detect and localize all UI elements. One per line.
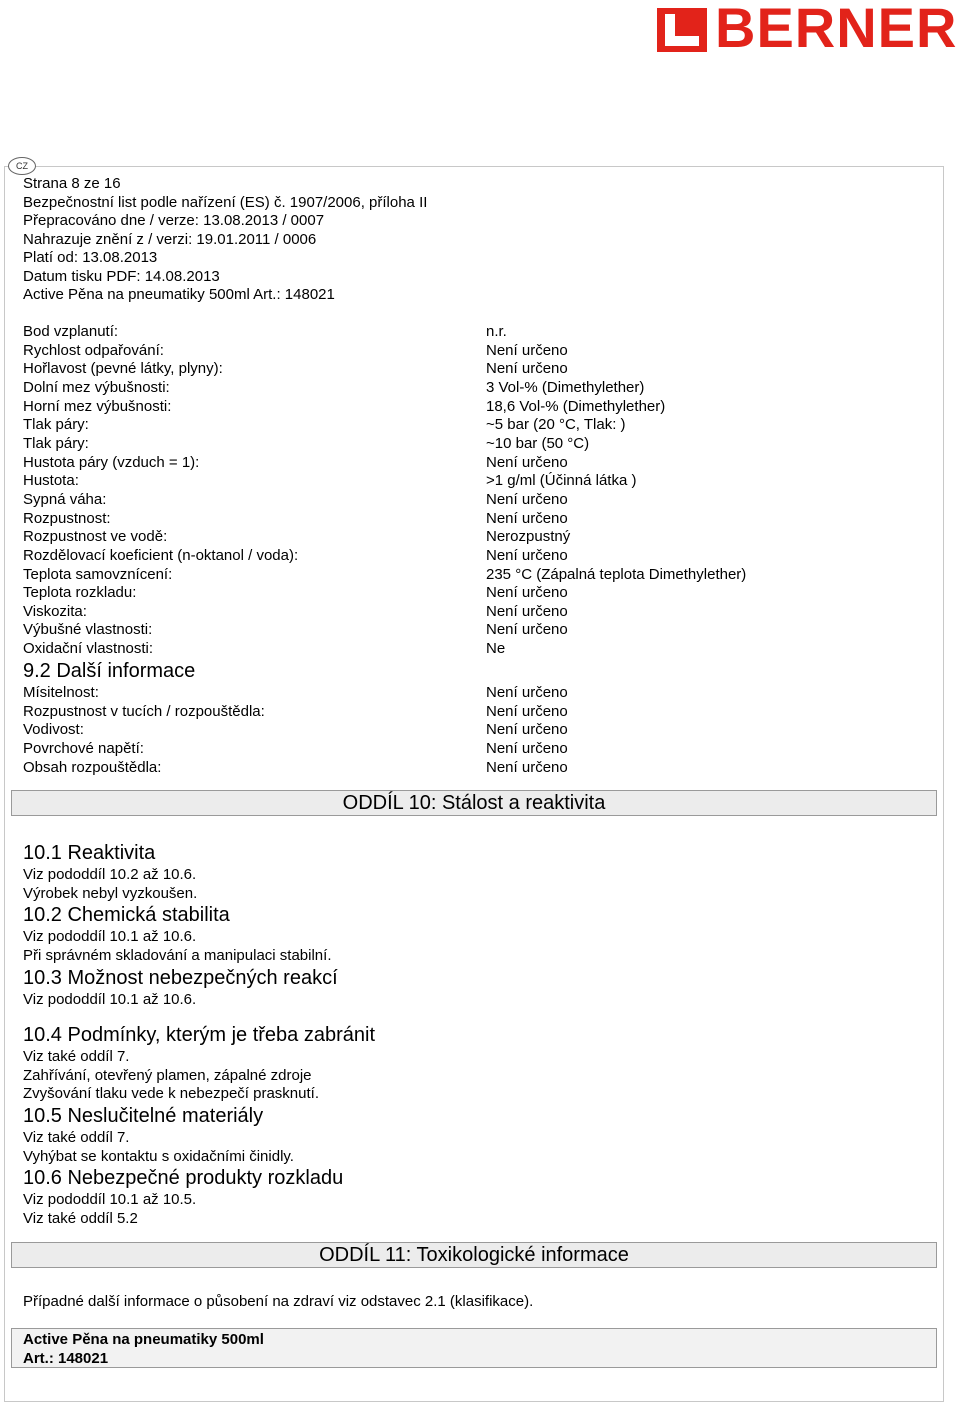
property-value: Není určeno xyxy=(486,721,568,738)
berner-logo-mark-icon xyxy=(657,8,707,52)
section-10-header xyxy=(11,790,937,816)
property-value: ~10 bar (50 °C) xyxy=(486,435,590,452)
property-label: Hořlavost (pevné látky, plyny): xyxy=(23,360,223,377)
property-label: Teplota samovznícení: xyxy=(23,566,173,583)
property-value: Není určeno xyxy=(486,684,568,701)
property-value: Není určeno xyxy=(486,342,568,359)
property-label: Horní mez výbušnosti: xyxy=(23,398,172,415)
property-label: Teplota rozkladu: xyxy=(23,584,137,601)
subsection-text: Výrobek nebyl vyzkoušen. xyxy=(23,885,198,902)
footer-product-name: Active Pěna na pneumatiky 500ml xyxy=(23,1331,264,1348)
subsection-text: Při správném skladování a manipulaci stabilní. xyxy=(23,947,332,964)
property-label: Rozdělovací koeficient (n-oktanol / voda): xyxy=(23,547,299,564)
property-label: Rozpustnost ve vodě: xyxy=(23,528,168,545)
section-9-2-title: 9.2 Další informace xyxy=(23,660,196,682)
subsection-text: Viz také oddíl 5.2 xyxy=(23,1210,138,1227)
property-value: 235 °C (Zápalná teplota Dimethylether) xyxy=(486,566,747,583)
header-regulation: Bezpečnostní list podle nařízení (ES) č. 1907/2006, příloha II xyxy=(23,194,428,211)
subsection-text: Zvyšování tlaku vede k nebezpečí prasknutí. xyxy=(23,1085,319,1102)
subsection-text: Viz také oddíl 7. xyxy=(23,1129,130,1146)
property-label: Oxidační vlastnosti: xyxy=(23,640,154,657)
property-value: n.r. xyxy=(486,323,507,340)
subsection-title: 10.6 Nebezpečné produkty rozkladu xyxy=(23,1167,344,1189)
subsection-text: Viz pododdíl 10.1 až 10.6. xyxy=(23,928,197,945)
subsection-title: 10.5 Neslučitelné materiály xyxy=(23,1105,264,1127)
brand-name: BERNER xyxy=(715,0,958,59)
property-label: Rozpustnost v tucích / rozpouštědla: xyxy=(23,703,265,720)
property-value: Není určeno xyxy=(486,703,568,720)
header-page: Strana 8 ze 16 xyxy=(23,175,121,192)
property-label: Rozpustnost: xyxy=(23,510,111,527)
property-label: Vodivost: xyxy=(23,721,84,738)
property-label: Obsah rozpouštědla: xyxy=(23,759,162,776)
footer-article-number: Art.: 148021 xyxy=(23,1350,109,1367)
subsection-text: Viz také oddíl 7. xyxy=(23,1048,130,1065)
property-value: Není určeno xyxy=(486,740,568,757)
property-value: Není určeno xyxy=(486,491,568,508)
property-label: Tlak páry: xyxy=(23,435,89,452)
header-product: Active Pěna na pneumatiky 500ml Art.: 148021 xyxy=(23,286,335,303)
header-revision: Přepracováno dne / verze: 13.08.2013 / 0007 xyxy=(23,212,325,229)
property-value: Není určeno xyxy=(486,547,568,564)
property-value: Není určeno xyxy=(486,603,568,620)
subsection-text: Vyhýbat se kontaktu s oxidačními činidly. xyxy=(23,1148,294,1165)
property-value: Není určeno xyxy=(486,584,568,601)
berner-logo xyxy=(657,0,958,59)
property-label: Hustota páry (vzduch = 1): xyxy=(23,454,200,471)
property-label: Tlak páry: xyxy=(23,416,89,433)
property-value: Ne xyxy=(486,640,506,657)
property-label: Povrchové napětí: xyxy=(23,740,144,757)
property-value: Není určeno xyxy=(486,759,568,776)
property-value: Není určeno xyxy=(486,510,568,527)
country-badge: CZ xyxy=(8,157,36,175)
subsection-text: Zahřívání, otevřený plamen, zápalné zdroje xyxy=(23,1067,312,1084)
property-label: Rychlost odpařování: xyxy=(23,342,164,359)
section-10-title: ODDÍL 10: Stálost a reaktivita xyxy=(342,792,606,814)
header-valid-from: Platí od: 13.08.2013 xyxy=(23,249,158,266)
subsection-text: Viz pododdíl 10.1 až 10.6. xyxy=(23,991,197,1008)
property-value: >1 g/ml (Účinná látka ) xyxy=(486,472,637,489)
section-11-header xyxy=(11,1242,937,1268)
property-value: Není určeno xyxy=(486,454,568,471)
property-value: 18,6 Vol-% (Dimethylether) xyxy=(486,398,666,415)
property-value: ~5 bar (20 °C, Tlak: ) xyxy=(486,416,626,433)
property-label: Hustota: xyxy=(23,472,79,489)
subsection-title: 10.4 Podmínky, kterým je třeba zabránit xyxy=(23,1024,376,1046)
subsection-text: Viz pododdíl 10.1 až 10.5. xyxy=(23,1191,197,1208)
property-value: 3 Vol-% (Dimethylether) xyxy=(486,379,645,396)
property-label: Výbušné vlastnosti: xyxy=(23,621,153,638)
subsection-title: 10.3 Možnost nebezpečných reakcí xyxy=(23,967,338,989)
subsection-title: 10.2 Chemická stabilita xyxy=(23,904,230,926)
header-replaces: Nahrazuje znění z / verzi: 19.01.2011 / 0006 xyxy=(23,231,317,248)
section-11-title: ODDÍL 11: Toxikologické informace xyxy=(319,1244,629,1266)
footer-product-box xyxy=(11,1328,937,1368)
subsection-text: Viz pododdíl 10.2 až 10.6. xyxy=(23,866,197,883)
property-label: Sypná váha: xyxy=(23,491,107,508)
property-value: Není určeno xyxy=(486,360,568,377)
section-11-text: Případné další informace o působení na zdraví viz odstavec 2.1 (klasifikace). xyxy=(23,1293,534,1310)
header-print-date: Datum tisku PDF: 14.08.2013 xyxy=(23,268,220,285)
subsection-title: 10.1 Reaktivita xyxy=(23,842,156,864)
property-label: Bod vzplanutí: xyxy=(23,323,119,340)
property-label: Viskozita: xyxy=(23,603,87,620)
property-value: Není určeno xyxy=(486,621,568,638)
property-value: Nerozpustný xyxy=(486,528,571,545)
property-label: Mísitelnost: xyxy=(23,684,99,701)
property-label: Dolní mez výbušnosti: xyxy=(23,379,170,396)
